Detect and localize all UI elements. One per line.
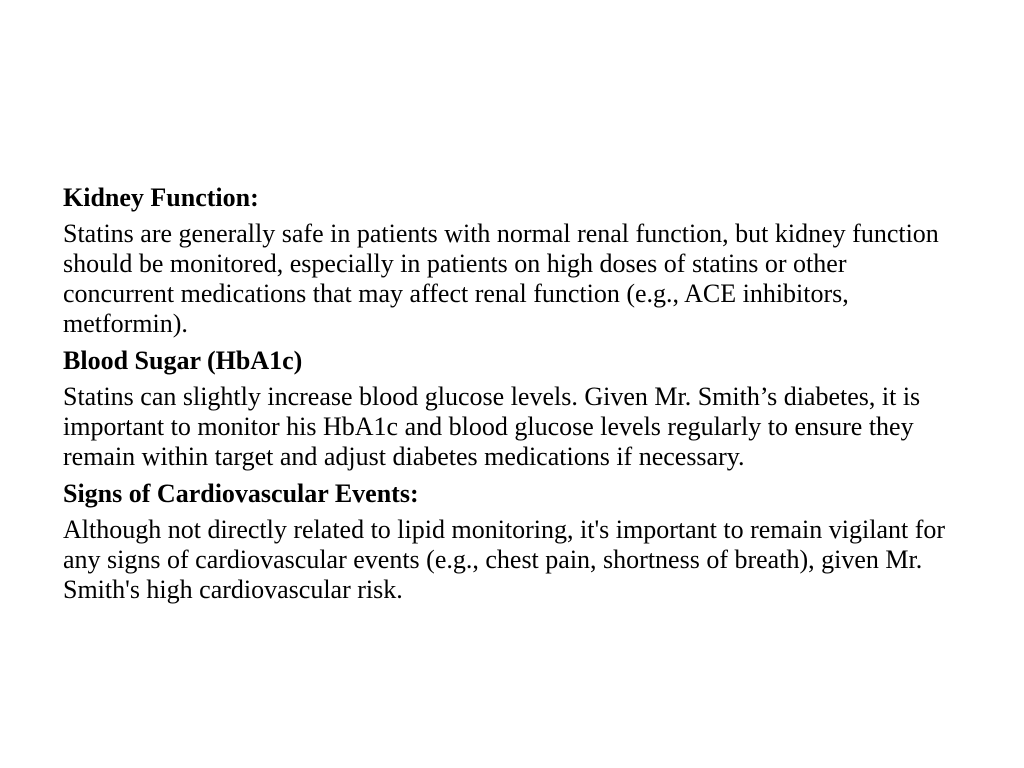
section-text-kidney-function: Statins are generally safe in patients with normal renal function, but kidney function should be monitored, especially in patients on high doses of statins or other concurrent medications that may affect renal function (e.g., ACE inhibitors, metformin). [63, 219, 939, 338]
slide-content [63, 180, 963, 609]
section-heading-cardiovascular-events: Signs of Cardiovascular Events: [63, 479, 419, 508]
section-heading-kidney-function: Kidney Function: [63, 183, 259, 212]
section-text-cardiovascular-events: Although not directly related to lipid monitoring, it's important to remain vigilant for any signs of cardiovascular events (e.g., chest pain, shortness of breath), given Mr. Smith's high cardiovascular risk. [63, 515, 946, 604]
section-heading-blood-sugar: Blood Sugar (HbA1c) [63, 346, 303, 375]
section-text-blood-sugar: Statins can slightly increase blood glucose levels. Given Mr. Smith’s diabetes, it is important to monitor his HbA1c and blood glucose levels regularly to ensure they remain within target and adjust diabetes medications if necessary. [63, 382, 921, 471]
